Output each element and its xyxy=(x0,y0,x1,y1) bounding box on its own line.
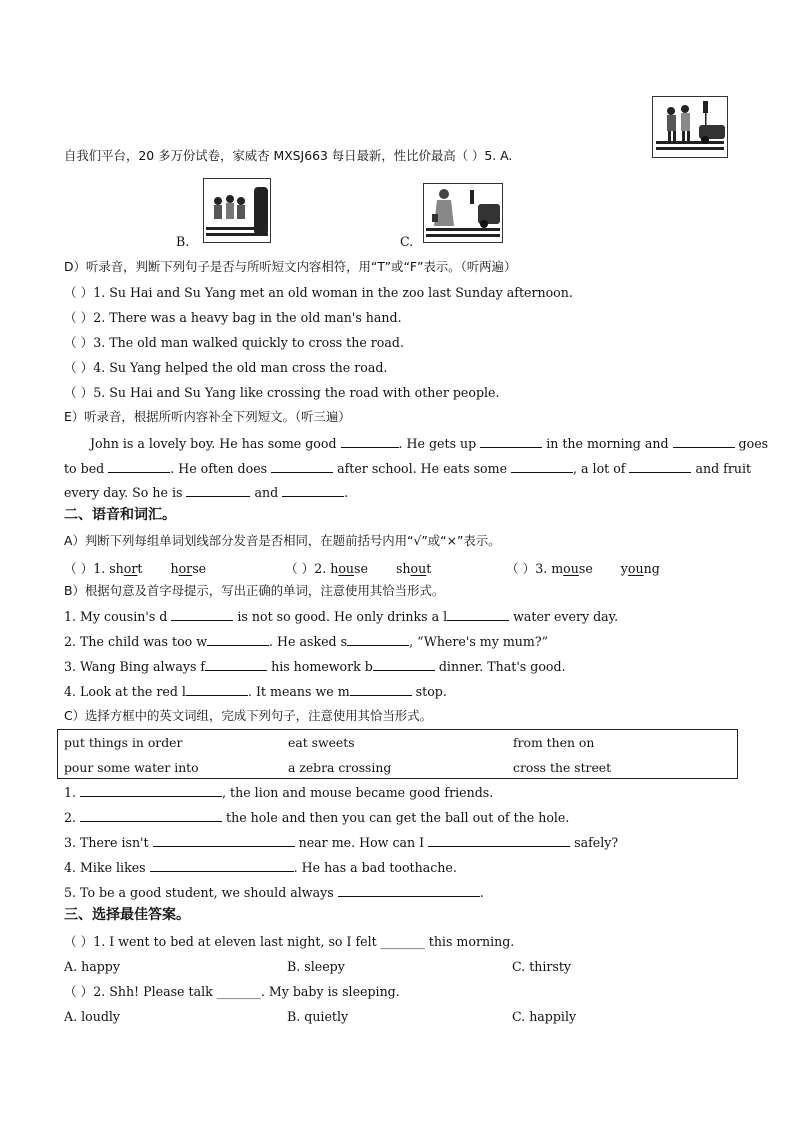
part-2a-title: A）判断下列每组单词划线部分发音是否相同，在题前括号内用“√”或“×”表示。 xyxy=(64,533,501,548)
answer-blank[interactable] xyxy=(205,658,267,671)
answer-blank[interactable] xyxy=(171,608,233,621)
option-a-picture xyxy=(652,96,728,158)
phonics-group-3: （ ）3. mouse young xyxy=(506,561,660,576)
choice-option[interactable]: A. happy xyxy=(64,959,120,974)
phrase-option: put things in order xyxy=(64,735,183,750)
section-d-item: （ ）2. There was a heavy bag in the old man's hand. xyxy=(64,310,402,325)
passage-line-3: every day. So he is and . xyxy=(64,485,349,500)
passage-line-1: John is a lovely boy. He has some good . He gets up in the morning and goes xyxy=(90,436,769,451)
answer-blank[interactable] xyxy=(282,484,344,497)
part-2c-q5: 5. To be a good student, we should always . xyxy=(64,885,484,900)
part-2c-q4: 4. Mike likes . He has a bad toothache. xyxy=(64,860,457,875)
part-3-title: 三、选择最佳答案。 xyxy=(64,907,190,923)
part-2c-q2: 2. the hole and then you can get the ball out of the hole. xyxy=(64,810,570,825)
choice-option[interactable]: A. loudly xyxy=(64,1009,121,1024)
answer-blank[interactable] xyxy=(480,435,542,448)
section-d-item: （ ）5. Su Hai and Su Yang like crossing the road with other people. xyxy=(64,385,500,400)
part-2b-q3: 3. Wang Bing always f his homework b dinner. That's good. xyxy=(64,659,566,674)
part-2b-title: B）根据句意及首字母提示，写出正确的单词，注意使用其恰当形式。 xyxy=(64,583,445,598)
part-2b-q4: 4. Look at the red l . It means we m stop. xyxy=(64,684,447,699)
part-2b-q1: 1. My cousin's d is not so good. He only drinks a l water every day. xyxy=(64,609,619,624)
phrase-option: eat sweets xyxy=(288,735,355,750)
answer-blank[interactable] xyxy=(186,484,250,497)
passage-line-2: to bed . He often does after school. He eats some , a lot of and fruit xyxy=(64,461,752,476)
option-c-picture xyxy=(423,183,503,243)
part-3-q1: （ ）1. I went to bed at eleven last night, so I felt _______ this morning. xyxy=(64,934,515,949)
phrase-option: from then on xyxy=(513,735,595,750)
part-2c-title: C）选择方框中的英文词组，完成下列句子，注意使用其恰当形式。 xyxy=(64,708,432,723)
section-d-item: （ ）1. Su Hai and Su Yang met an old woman in the zoo last Sunday afternoon. xyxy=(64,285,573,300)
section-d-title: D）听录音，判断下列句子是否与所听短文内容相符，用“T”或“F”表示。（听两遍） xyxy=(64,259,517,274)
answer-blank[interactable] xyxy=(80,809,222,822)
choice-option[interactable]: C. happily xyxy=(512,1009,577,1024)
phrase-box xyxy=(57,729,738,779)
answer-blank[interactable] xyxy=(511,460,573,473)
answer-blank[interactable] xyxy=(341,435,399,448)
option-b-picture xyxy=(203,178,271,243)
choice-option[interactable]: C. thirsty xyxy=(512,959,572,974)
option-c-label: C. xyxy=(400,234,414,249)
phonics-group-1: （ ）1. short horse xyxy=(64,561,207,576)
answer-blank[interactable] xyxy=(153,834,295,847)
answer-blank[interactable] xyxy=(347,633,409,646)
choice-option[interactable]: B. sleepy xyxy=(287,959,345,974)
answer-blank[interactable] xyxy=(338,884,480,897)
answer-blank[interactable] xyxy=(629,460,691,473)
answer-blank[interactable] xyxy=(207,633,269,646)
answer-blank[interactable] xyxy=(428,834,570,847)
promo-line: 自我们平台，20 多万份试卷，家威杏 MXSJ663 每日最新，性比价最高（ ）5. A. xyxy=(64,148,513,163)
part-2c-q3: 3. There isn't near me. How can I safely? xyxy=(64,835,619,850)
phrase-option: a zebra crossing xyxy=(288,760,392,775)
answer-blank[interactable] xyxy=(80,784,222,797)
phonics-group-2: （ ）2. house shout xyxy=(285,561,432,576)
phrase-option: pour some water into xyxy=(64,760,199,775)
answer-blank[interactable] xyxy=(186,683,248,696)
part-3-q2: （ ）2. Shh! Please talk _______. My baby is sleeping. xyxy=(64,984,400,999)
part-2b-q2: 2. The child was too w . He asked s , “Where's my mum?” xyxy=(64,634,549,649)
section-e-title: E）听录音，根据所听内容补全下列短文。（听三遍） xyxy=(64,409,351,424)
answer-blank[interactable] xyxy=(447,608,509,621)
part-2-title: 二、语音和词汇。 xyxy=(64,507,176,523)
option-b-label: B. xyxy=(176,234,190,249)
phrase-option: cross the street xyxy=(513,760,612,775)
section-d-item: （ ）3. The old man walked quickly to cross the road. xyxy=(64,335,404,350)
part-2c-q1: 1. , the lion and mouse became good friends. xyxy=(64,785,494,800)
answer-blank[interactable] xyxy=(150,859,294,872)
answer-blank[interactable] xyxy=(373,658,435,671)
answer-blank[interactable] xyxy=(271,460,333,473)
answer-blank[interactable] xyxy=(673,435,735,448)
answer-blank[interactable] xyxy=(350,683,412,696)
section-d-item: （ ）4. Su Yang helped the old man cross the road. xyxy=(64,360,388,375)
choice-option[interactable]: B. quietly xyxy=(287,1009,349,1024)
answer-blank[interactable] xyxy=(108,460,170,473)
